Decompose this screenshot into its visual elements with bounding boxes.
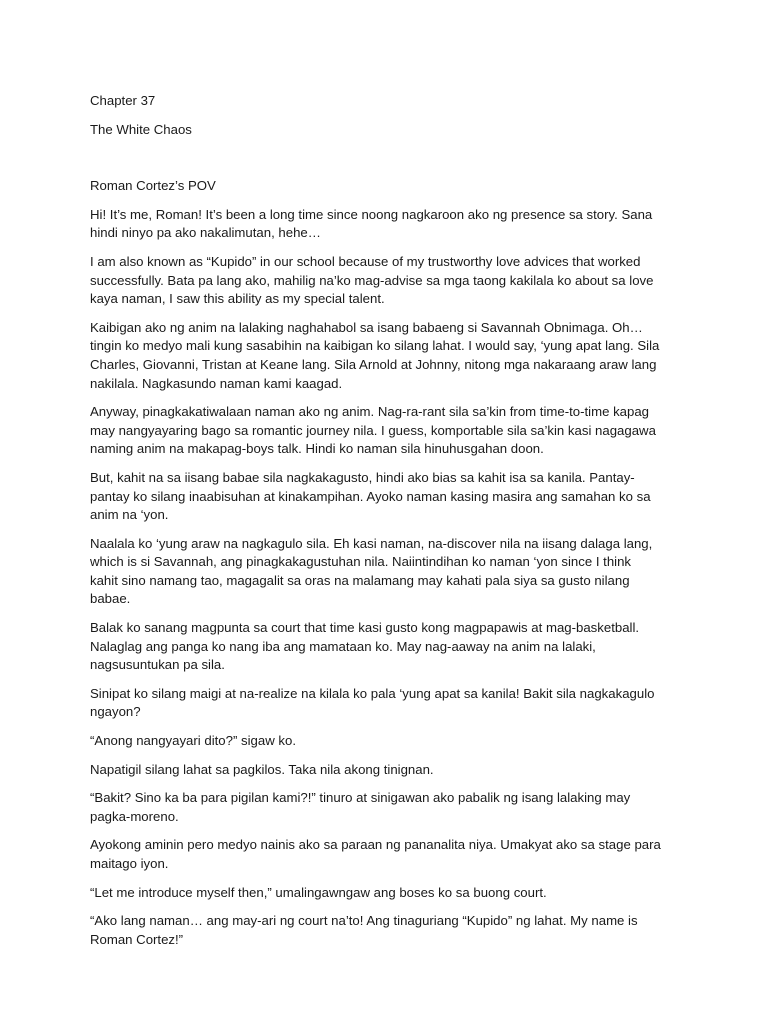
paragraph: Balak ko sanang magpunta sa court that time kasi gusto kong magpapawis at mag-basketball. Nalaglag ang panga ko nang iba ang mamataan ko. May nag-aaway na anim na lalaki, nagsusuntukan pa sila. xyxy=(90,620,640,673)
paragraph: “Bakit? Sino ka ba para pigilan kami?!” tinuro at sinigawan ako pabalik ng isang lalaking may pagka-moreno. xyxy=(90,790,631,824)
chapter-title: The White Chaos xyxy=(90,121,192,137)
paragraph: But, kahit na sa iisang babae sila nagkakagusto, hindi ako bias sa kahit isa sa kanila. Pantay-pantay ko silang inaabisuhan at kinakampihan. Ayoko naman kasing masira ang samahan ko sa anim na ‘yon. xyxy=(90,469,651,523)
paragraph: Hi! It’s me, Roman! It’s been a long time since noong nagkaroon ako ng presence sa story. Sana hindi ninyo pa ako nakalimutan, hehe… xyxy=(90,206,653,241)
paragraph: I am also known as “Kupido” in our school because of my trustworthy love advices that worked successfully. Bata pa lang ako, mahilig na’ko mag-advise sa mga taong kakilala ko about sa love kaya naman, I saw this ability as my special talent. xyxy=(90,253,654,307)
pov-heading: Roman Cortez’s POV xyxy=(90,178,216,194)
paragraph: Naalala ko ‘yung araw na nagkagulo sila. Eh kasi naman, na-discover nila na iisang dalaga lang, which is si Savannah, ang pinagkakagustuhan nila. Naiintindihan ko naman ‘yon since I think kahit sino namang tao, magagalit sa oras na malamang may kahati pala siya sa gusto nilang babae. xyxy=(90,535,653,607)
paragraph: Ayokong aminin pero medyo nainis ako sa paraan ng pananalita niya. Umakyat ako sa stage para maitago iyon. xyxy=(90,837,661,871)
paragraph: Anyway, pinagkakatiwalaan naman ako ng anim. Nag-ra-rant sila sa’kin from time-to-time kapag may nangyayaring bago sa romantic journey nila. I guess, komportable sila sa’kin kasi nagagawa naming anim na makapag-boys talk. Hindi ko naman sila hinuhusgahan doon. xyxy=(90,404,656,457)
paragraph: “Let me introduce myself then,” umalingawngaw ang boses ko sa buong court. xyxy=(90,884,547,900)
paragraph: “Anong nangyayari dito?” sigaw ko. xyxy=(90,733,296,749)
paragraph: Kaibigan ako ng anim na lalaking naghahabol sa isang babaeng si Savannah Obnimaga. Oh… tingin ko medyo mali kung sasabihin na kaibigan ko silang lahat. I would say, ‘yung apat lang. Sila Charles, Giovanni, Tristan at Keane lang. Sila Arnold at Johnny, nitong mga nakaraang araw lang nakilala. Nagkasundo naman kami kaagad. xyxy=(90,319,660,391)
document-page xyxy=(90,92,662,959)
paragraph: Napatigil silang lahat sa pagkilos. Taka nila akong tinignan. xyxy=(90,761,434,777)
paragraph: Sinipat ko silang maigi at na-realize na kilala ko pala ‘yung apat sa kanila! Bakit sila nagkakagulo ngayon? xyxy=(90,685,655,720)
paragraph: “Ako lang naman… ang may-ari ng court na’to! Ang tinaguriang “Kupido” ng lahat. My name is Roman Cortez!” xyxy=(90,913,638,947)
chapter-heading: Chapter 37 xyxy=(90,93,156,108)
